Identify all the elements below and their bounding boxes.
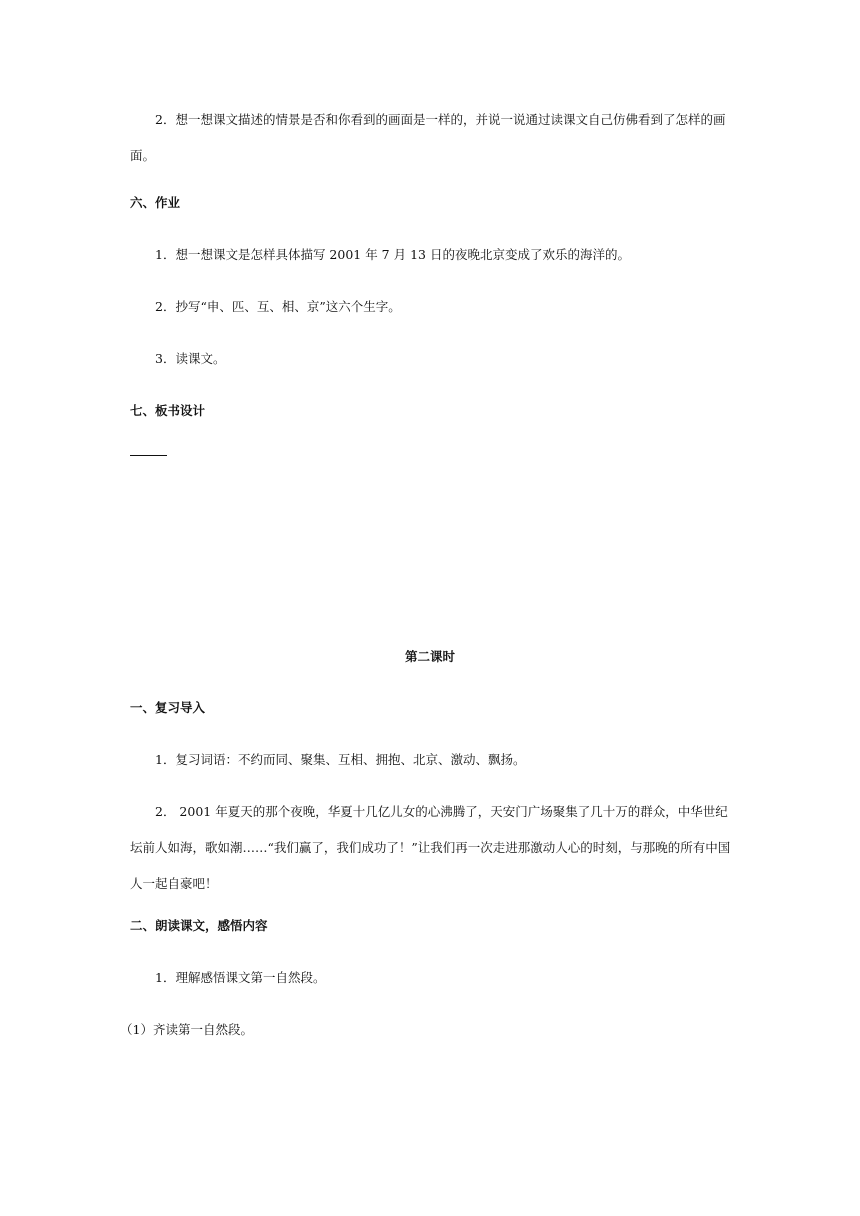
paragraph-intro-item-2: 2．想一想课文描述的情景是否和你看到的画面是一样的，并说一说通过读课文自己仿佛看到了怎样的画面。 <box>130 112 726 163</box>
homework-item-2: 2．抄写“申、匹、互、相、京”这六个生字。 <box>155 299 401 314</box>
homework-item-3: 3．读课文。 <box>155 351 226 366</box>
heading-reading: 二、朗读课文，感悟内容 <box>130 918 268 933</box>
heading-review-intro: 一、复习导入 <box>130 700 206 715</box>
heading-blackboard-design: 七、板书设计 <box>130 403 206 418</box>
reading-item-1: 1．理解感悟课文第一自然段。 <box>155 970 326 985</box>
homework-item-1: 1．想一想课文是怎样具体描写 2001 年 7 月 13 日的夜晚北京变成了欢乐的海洋的。 <box>155 247 630 262</box>
lesson-title: 第二课时 <box>404 649 455 664</box>
review-item-2: 2． 2001 年夏天的那个夜晚，华夏十几亿儿女的心沸腾了，天安门广场聚集了几十万的群众，中华世纪坛前人如海，歌如潮……“我们赢了，我们成功了！”让我们再一次走进那激动人心的时刻，与那晚的所有中国人一起自豪吧！ <box>130 804 731 891</box>
heading-homework: 六、作业 <box>130 195 181 210</box>
reading-subitem-1: （1）齐读第一自然段。 <box>120 1022 253 1037</box>
review-item-1: 1．复习词语：不约而同、聚集、互相、拥抱、北京、激动、飘扬。 <box>155 752 526 767</box>
blackboard-design-rule <box>130 455 167 456</box>
